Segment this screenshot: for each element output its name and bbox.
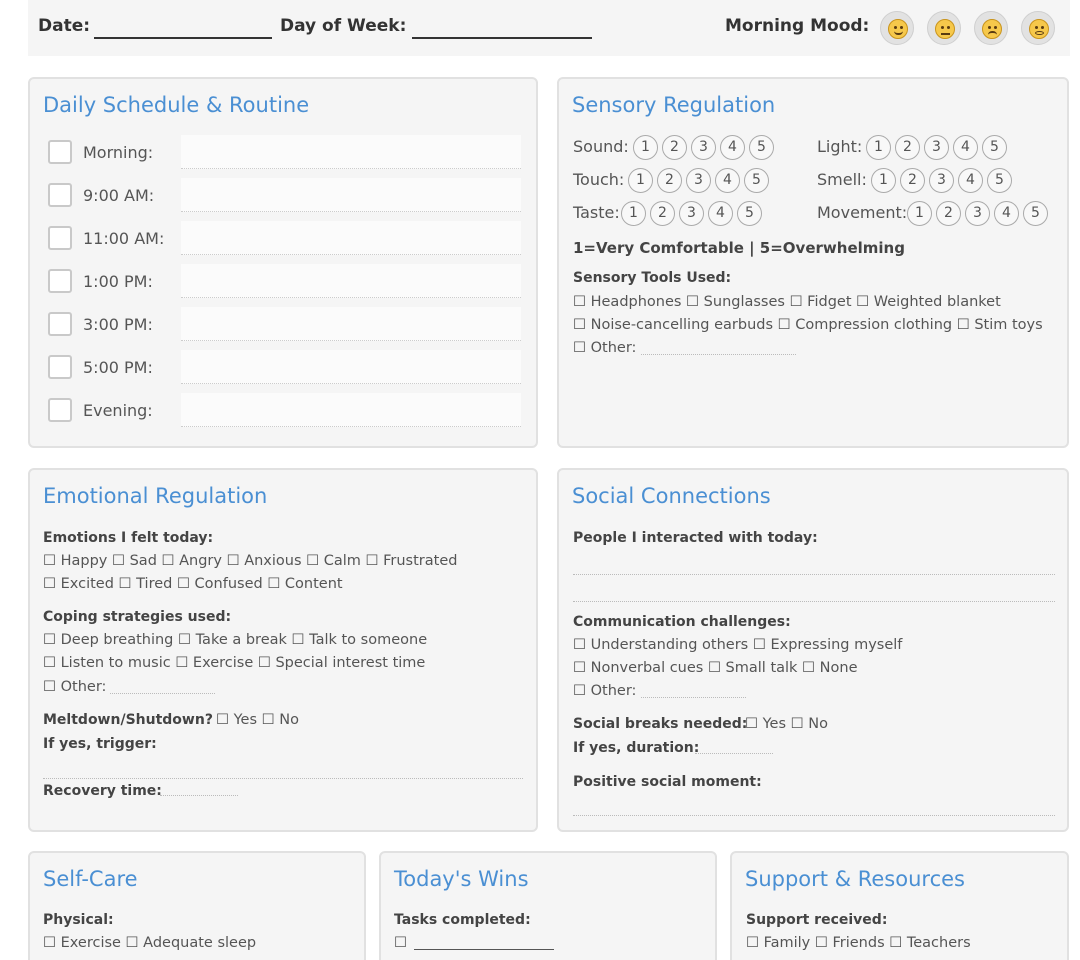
rating-option[interactable]: 1 [871, 168, 896, 193]
rating-option[interactable]: 5 [987, 168, 1012, 193]
schedule-entry-field[interactable] [181, 307, 521, 341]
schedule-checkbox[interactable] [48, 183, 72, 207]
sensory-tools-other[interactable]: ☐ Other: [573, 340, 637, 356]
recovery-time-label: Recovery time: [43, 783, 162, 799]
rating-option[interactable]: 4 [708, 201, 733, 226]
schedule-time-label: 3:00 PM: [83, 315, 153, 334]
schedule-checkbox[interactable] [48, 312, 72, 336]
emotions-options[interactable]: ☐ Excited ☐ Tired ☐ Confused ☐ Content [43, 576, 343, 592]
daily-schedule-title: Daily Schedule & Routine [43, 93, 310, 117]
social-breaks-options[interactable]: ☐ Yes ☐ No [745, 716, 828, 732]
taste-label: Taste: [573, 203, 620, 222]
rating-option[interactable]: 1 [621, 201, 646, 226]
people-interacted-label: People I interacted with today: [573, 530, 818, 546]
rating-option[interactable]: 4 [715, 168, 740, 193]
schedule-entry-field[interactable] [181, 178, 521, 212]
rating-option[interactable]: 3 [965, 201, 990, 226]
coping-label: Coping strategies used: [43, 609, 232, 625]
movement-label: Movement: [817, 203, 908, 222]
rating-option[interactable]: 4 [953, 135, 978, 160]
schedule-time-label: 5:00 PM: [83, 358, 153, 377]
rating-option[interactable]: 5 [744, 168, 769, 193]
rating-option[interactable]: 3 [686, 168, 711, 193]
coping-other[interactable]: ☐ Other: [43, 679, 107, 695]
support-resources-title: Support & Resources [745, 867, 965, 891]
people-field[interactable] [573, 601, 1055, 602]
sensory-tools-options[interactable]: ☐ Noise-cancelling earbuds ☐ Compression clothing ☐ Stim toys [573, 317, 1043, 333]
schedule-entry-field[interactable] [181, 221, 521, 255]
sensory-tools-options[interactable]: ☐ Headphones ☐ Sunglasses ☐ Fidget ☐ Weighted blanket [573, 294, 1001, 310]
sound-label: Sound: [573, 137, 629, 156]
social-breaks-label: Social breaks needed: [573, 716, 748, 732]
communication-options[interactable]: ☐ Nonverbal cues ☐ Small talk ☐ None [573, 660, 858, 676]
schedule-entry-field[interactable] [181, 393, 521, 427]
rating-option[interactable]: 3 [924, 135, 949, 160]
tasks-completed-label: Tasks completed: [394, 912, 531, 928]
rating-option[interactable]: 5 [737, 201, 762, 226]
schedule-checkbox[interactable] [48, 140, 72, 164]
task-field[interactable] [414, 949, 554, 950]
rating-option[interactable]: 5 [749, 135, 774, 160]
touch-label: Touch: [573, 170, 625, 189]
happy-face-icon[interactable] [880, 11, 914, 45]
rating-option[interactable]: 2 [650, 201, 675, 226]
tools-other-field[interactable] [641, 354, 796, 355]
rating-option[interactable]: 1 [907, 201, 932, 226]
meltdown-label: Meltdown/Shutdown? [43, 712, 213, 728]
emotions-label: Emotions I felt today: [43, 530, 214, 546]
rating-option[interactable]: 4 [994, 201, 1019, 226]
communication-options[interactable]: ☐ Understanding others ☐ Expressing myself [573, 637, 903, 653]
communication-challenges-label: Communication challenges: [573, 614, 791, 630]
page-header [28, 0, 1070, 56]
duration-field[interactable] [695, 753, 773, 754]
morning-mood-label: Morning Mood: [725, 16, 870, 36]
schedule-row [43, 221, 521, 255]
schedule-checkbox[interactable] [48, 355, 72, 379]
sensory-tools-label: Sensory Tools Used: [573, 270, 732, 286]
trigger-field[interactable] [43, 778, 523, 779]
rating-option[interactable]: 1 [633, 135, 658, 160]
schedule-row [43, 178, 521, 212]
rating-option[interactable]: 5 [1023, 201, 1048, 226]
positive-social-moment-label: Positive social moment: [573, 774, 762, 790]
rating-option[interactable]: 1 [628, 168, 653, 193]
rating-option[interactable]: 3 [691, 135, 716, 160]
support-resources-panel [730, 851, 1069, 960]
light-label: Light: [817, 137, 863, 156]
meltdown-options[interactable]: ☐ Yes ☐ No [216, 712, 299, 728]
schedule-row [43, 307, 521, 341]
neutral-face-icon[interactable] [927, 11, 961, 45]
people-field[interactable] [573, 574, 1055, 575]
todays-wins-panel [379, 851, 717, 960]
self-care-panel [28, 851, 366, 960]
rating-option[interactable]: 2 [657, 168, 682, 193]
physical-options[interactable]: ☐ Exercise ☐ Adequate sleep [43, 935, 257, 951]
schedule-row [43, 135, 521, 169]
rating-option[interactable]: 3 [679, 201, 704, 226]
task-checkbox[interactable]: ☐ [394, 935, 407, 951]
coping-other-field[interactable] [110, 693, 215, 694]
communication-other[interactable]: ☐ Other: [573, 683, 637, 699]
sad-face-icon[interactable] [974, 11, 1008, 45]
sensory-regulation-panel [557, 77, 1069, 448]
schedule-time-label: Evening: [83, 401, 153, 420]
schedule-row [43, 350, 521, 384]
sensory-regulation-title: Sensory Regulation [572, 93, 776, 117]
schedule-entry-field[interactable] [181, 135, 521, 169]
schedule-time-label: 11:00 AM: [83, 229, 165, 248]
day-of-week-label: Day of Week: [280, 16, 407, 36]
recovery-time-field[interactable] [160, 795, 238, 796]
schedule-checkbox[interactable] [48, 269, 72, 293]
coping-options[interactable]: ☐ Listen to music ☐ Exercise ☐ Special interest time [43, 655, 426, 671]
duration-label: If yes, duration: [573, 740, 700, 756]
daily-schedule-panel [28, 77, 538, 448]
rating-option[interactable]: 2 [900, 168, 925, 193]
positive-moment-field[interactable] [573, 815, 1055, 816]
schedule-time-label: 1:00 PM: [83, 272, 153, 291]
rating-option[interactable]: 5 [982, 135, 1007, 160]
rating-option[interactable]: 2 [662, 135, 687, 160]
support-received-options[interactable]: ☐ Family ☐ Friends ☐ Teachers [746, 935, 971, 951]
emotions-options[interactable]: ☐ Happy ☐ Sad ☐ Angry ☐ Anxious ☐ Calm ☐ Frustrated [43, 553, 458, 569]
schedule-row [43, 264, 521, 298]
overwhelmed-face-icon[interactable] [1021, 11, 1055, 45]
smell-label: Smell: [817, 170, 867, 189]
self-care-title: Self-Care [43, 867, 138, 891]
rating-option[interactable]: 2 [895, 135, 920, 160]
schedule-entry-field[interactable] [181, 350, 521, 384]
communication-other-field[interactable] [641, 697, 746, 698]
schedule-time-label: Morning: [83, 143, 154, 162]
schedule-checkbox[interactable] [48, 398, 72, 422]
rating-option[interactable]: 4 [958, 168, 983, 193]
schedule-row [43, 393, 521, 427]
date-label: Date: [38, 16, 91, 36]
date-field[interactable] [94, 37, 272, 39]
schedule-entry-field[interactable] [181, 264, 521, 298]
emotional-regulation-title: Emotional Regulation [43, 484, 268, 508]
day-of-week-field[interactable] [412, 37, 592, 39]
todays-wins-title: Today's Wins [394, 867, 529, 891]
physical-label: Physical: [43, 912, 114, 928]
rating-option[interactable]: 1 [866, 135, 891, 160]
rating-option[interactable]: 3 [929, 168, 954, 193]
trigger-label: If yes, trigger: [43, 736, 157, 752]
social-connections-title: Social Connections [572, 484, 771, 508]
coping-options[interactable]: ☐ Deep breathing ☐ Take a break ☐ Talk to someone [43, 632, 428, 648]
rating-option[interactable]: 2 [936, 201, 961, 226]
support-received-label: Support received: [746, 912, 888, 928]
schedule-checkbox[interactable] [48, 226, 72, 250]
schedule-time-label: 9:00 AM: [83, 186, 155, 205]
emotional-regulation-panel [28, 468, 538, 832]
rating-option[interactable]: 4 [720, 135, 745, 160]
rating-scale-legend: 1=Very Comfortable | 5=Overwhelming [573, 239, 905, 257]
social-connections-panel [557, 468, 1069, 832]
